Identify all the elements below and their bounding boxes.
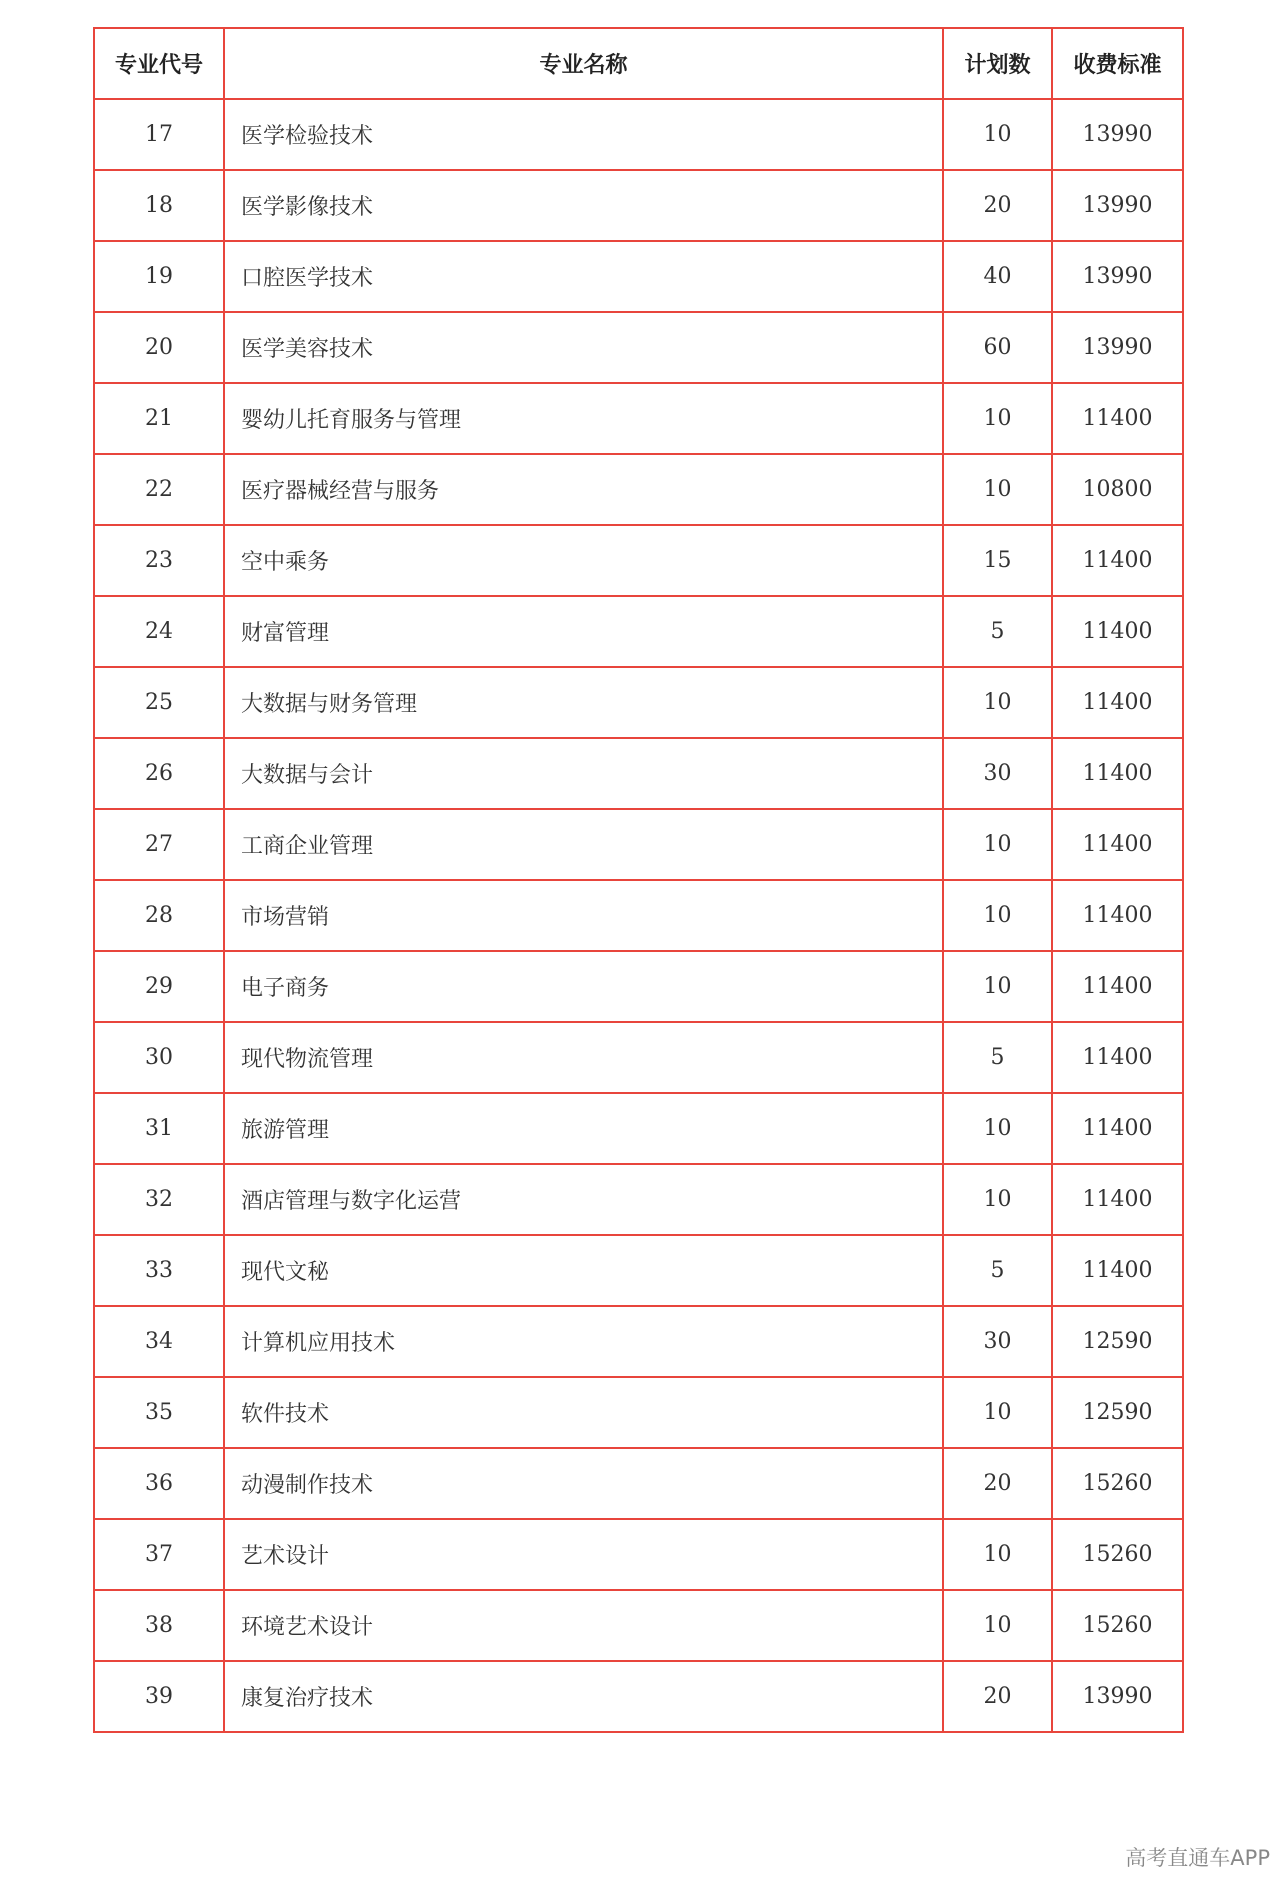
cell-name: 现代物流管理 [224,1022,943,1093]
cell-fee: 13990 [1052,1661,1183,1732]
cell-name: 市场营销 [224,880,943,951]
cell-fee: 15260 [1052,1519,1183,1590]
cell-name: 医疗器械经营与服务 [224,454,943,525]
table-row [94,809,1183,880]
cell-code: 18 [94,170,224,241]
cell-fee: 11400 [1052,1022,1183,1093]
cell-fee: 13990 [1052,170,1183,241]
cell-code: 39 [94,1661,224,1732]
cell-plan: 10 [943,1377,1052,1448]
table-row [94,99,1183,170]
cell-name: 口腔医学技术 [224,241,943,312]
cell-fee: 11400 [1052,383,1183,454]
cell-name: 旅游管理 [224,1093,943,1164]
cell-code: 24 [94,596,224,667]
cell-fee: 12590 [1052,1306,1183,1377]
cell-plan: 10 [943,1164,1052,1235]
header-fee: 收费标准 [1052,28,1183,99]
cell-name: 医学检验技术 [224,99,943,170]
cell-fee: 15260 [1052,1448,1183,1519]
header-plan: 计划数 [943,28,1052,99]
cell-code: 22 [94,454,224,525]
cell-name: 财富管理 [224,596,943,667]
cell-plan: 10 [943,1519,1052,1590]
cell-plan: 20 [943,1448,1052,1519]
cell-code: 31 [94,1093,224,1164]
table-row [94,951,1183,1022]
cell-plan: 5 [943,1022,1052,1093]
watermark: 高考直通车APP [1125,1846,1270,1870]
cell-fee: 11400 [1052,809,1183,880]
table-row [94,312,1183,383]
cell-plan: 10 [943,951,1052,1022]
cell-name: 医学影像技术 [224,170,943,241]
table-row [94,880,1183,951]
cell-name: 工商企业管理 [224,809,943,880]
cell-plan: 20 [943,170,1052,241]
cell-code: 26 [94,738,224,809]
cell-plan: 30 [943,1306,1052,1377]
cell-plan: 10 [943,99,1052,170]
cell-fee: 11400 [1052,525,1183,596]
cell-fee: 11400 [1052,1093,1183,1164]
cell-plan: 30 [943,738,1052,809]
cell-code: 30 [94,1022,224,1093]
cell-name: 酒店管理与数字化运营 [224,1164,943,1235]
cell-plan: 10 [943,454,1052,525]
table-row [94,738,1183,809]
cell-code: 38 [94,1590,224,1661]
cell-plan: 10 [943,383,1052,454]
cell-code: 23 [94,525,224,596]
cell-name: 医学美容技术 [224,312,943,383]
table-row [94,1022,1183,1093]
cell-plan: 40 [943,241,1052,312]
cell-fee: 12590 [1052,1377,1183,1448]
cell-plan: 5 [943,1235,1052,1306]
cell-code: 28 [94,880,224,951]
cell-name: 康复治疗技术 [224,1661,943,1732]
cell-name: 现代文秘 [224,1235,943,1306]
cell-code: 34 [94,1306,224,1377]
cell-fee: 13990 [1052,312,1183,383]
table-row [94,1093,1183,1164]
cell-code: 20 [94,312,224,383]
cell-code: 25 [94,667,224,738]
cell-plan: 5 [943,596,1052,667]
cell-name: 环境艺术设计 [224,1590,943,1661]
cell-fee: 11400 [1052,951,1183,1022]
cell-name: 软件技术 [224,1377,943,1448]
cell-fee: 10800 [1052,454,1183,525]
cell-code: 17 [94,99,224,170]
table-row [94,454,1183,525]
table-row [94,241,1183,312]
cell-code: 19 [94,241,224,312]
cell-fee: 15260 [1052,1590,1183,1661]
cell-fee: 11400 [1052,880,1183,951]
table-row [94,667,1183,738]
cell-code: 29 [94,951,224,1022]
cell-fee: 11400 [1052,1235,1183,1306]
cell-code: 33 [94,1235,224,1306]
header-name: 专业名称 [224,28,943,99]
cell-plan: 10 [943,667,1052,738]
cell-fee: 11400 [1052,596,1183,667]
table-row [94,1306,1183,1377]
cell-plan: 10 [943,809,1052,880]
cell-name: 电子商务 [224,951,943,1022]
table-row [94,1448,1183,1519]
table-row [94,525,1183,596]
cell-name: 空中乘务 [224,525,943,596]
header-code: 专业代号 [94,28,224,99]
cell-name: 艺术设计 [224,1519,943,1590]
cell-name: 大数据与会计 [224,738,943,809]
cell-fee: 13990 [1052,241,1183,312]
admission-plan-table [93,27,1184,1733]
table-row [94,1164,1183,1235]
table-row [94,170,1183,241]
cell-name: 大数据与财务管理 [224,667,943,738]
cell-name: 计算机应用技术 [224,1306,943,1377]
cell-plan: 15 [943,525,1052,596]
cell-plan: 60 [943,312,1052,383]
cell-plan: 10 [943,1590,1052,1661]
table-row [94,383,1183,454]
table-row [94,1661,1183,1732]
cell-name: 婴幼儿托育服务与管理 [224,383,943,454]
cell-code: 21 [94,383,224,454]
table-row [94,1377,1183,1448]
table-body [94,99,1183,1732]
cell-name: 动漫制作技术 [224,1448,943,1519]
table-header-row [94,28,1183,99]
cell-plan: 20 [943,1661,1052,1732]
cell-plan: 10 [943,880,1052,951]
cell-code: 32 [94,1164,224,1235]
table-row [94,1519,1183,1590]
cell-fee: 11400 [1052,667,1183,738]
table-row [94,1590,1183,1661]
cell-code: 27 [94,809,224,880]
cell-plan: 10 [943,1093,1052,1164]
cell-code: 35 [94,1377,224,1448]
table-row [94,596,1183,667]
cell-fee: 13990 [1052,99,1183,170]
table-row [94,1235,1183,1306]
cell-code: 37 [94,1519,224,1590]
cell-fee: 11400 [1052,1164,1183,1235]
cell-code: 36 [94,1448,224,1519]
cell-fee: 11400 [1052,738,1183,809]
